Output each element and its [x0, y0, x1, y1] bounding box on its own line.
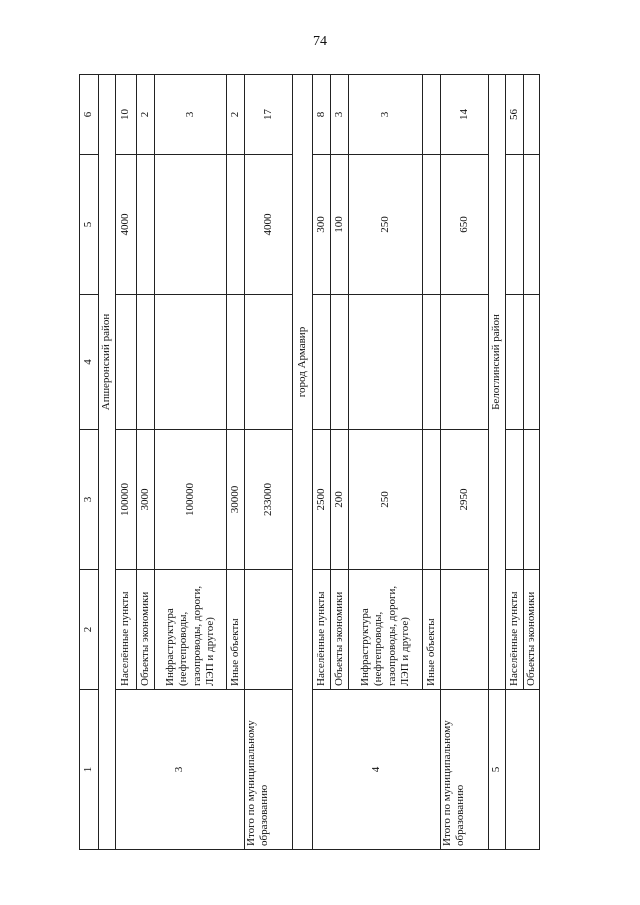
total-row	[441, 75, 489, 850]
value-cell: 250	[349, 430, 423, 570]
row-number: 4	[313, 690, 441, 850]
object-type: Объекты экономики	[137, 570, 155, 690]
row-number: 3	[116, 690, 245, 850]
header-cell: 2	[80, 570, 99, 690]
rotated-table-container	[79, 75, 537, 850]
total-row	[245, 75, 293, 850]
value-cell	[524, 155, 540, 295]
empty-cell	[155, 295, 227, 430]
header-cell: 3	[80, 430, 99, 570]
total-label: Итого по муниципальному образованию	[245, 690, 293, 850]
total-value: 2950	[441, 430, 489, 570]
value-cell: 300	[313, 155, 331, 295]
section-row	[99, 75, 116, 850]
value-cell	[423, 75, 441, 155]
value-cell: 2	[137, 75, 155, 155]
value-cell	[155, 155, 227, 295]
value-cell	[423, 155, 441, 295]
value-cell: 100000	[116, 430, 137, 570]
empty-cell	[116, 295, 137, 430]
table-row	[116, 75, 137, 850]
empty-cell	[137, 295, 155, 430]
value-cell	[227, 155, 245, 295]
empty-cell	[506, 295, 524, 430]
region-title: город Армавир	[293, 295, 313, 430]
table-row	[506, 75, 524, 850]
empty-cell	[524, 295, 540, 430]
empty-cell	[441, 570, 489, 690]
empty-cell	[227, 295, 245, 430]
value-cell	[423, 430, 441, 570]
empty-cell	[313, 295, 331, 430]
empty-cell	[245, 295, 293, 430]
value-cell	[137, 155, 155, 295]
total-value: 17	[245, 75, 293, 155]
value-cell	[524, 75, 540, 155]
object-type: Объекты экономики	[524, 570, 540, 690]
value-cell: 3	[331, 75, 349, 155]
value-cell: 2	[227, 75, 245, 155]
value-cell: 100	[331, 155, 349, 295]
header-cell: 6	[80, 75, 99, 155]
empty-cell	[349, 295, 423, 430]
object-type: Иные объекты	[227, 570, 245, 690]
header-cell: 5	[80, 155, 99, 295]
page-number: 74	[313, 34, 327, 49]
empty-cell	[331, 295, 349, 430]
value-cell: 200	[331, 430, 349, 570]
value-cell	[506, 155, 524, 295]
object-type: Объекты экономики	[331, 570, 349, 690]
value-cell: 2500	[313, 430, 331, 570]
total-label: Итого по муниципальному образованию	[441, 690, 489, 850]
total-value: 14	[441, 75, 489, 155]
header-cell: 1	[80, 690, 99, 850]
value-cell: 3	[349, 75, 423, 155]
object-type: Населённые пункты	[313, 570, 331, 690]
header-cell: 4	[80, 295, 99, 430]
section-row	[489, 75, 506, 850]
value-cell: 3	[155, 75, 227, 155]
empty-cell	[506, 690, 540, 850]
value-cell: 10	[116, 75, 137, 155]
value-cell: 4000	[116, 155, 137, 295]
total-value: 650	[441, 155, 489, 295]
value-cell: 56	[506, 75, 524, 155]
section-row	[293, 75, 313, 850]
value-cell: 3000	[137, 430, 155, 570]
table-row	[313, 75, 331, 850]
region-title: Белоглинский район	[489, 295, 506, 430]
total-value: 4000	[245, 155, 293, 295]
value-cell: 30000	[227, 430, 245, 570]
row-number: 5	[489, 690, 506, 850]
object-type: Инфраструктура (нефтепроводы, газопроводы, дороги, ЛЭП и другое)	[349, 570, 423, 690]
empty-cell	[423, 295, 441, 430]
header-row	[80, 75, 99, 850]
object-type: Инфраструктура (нефтепроводы, газопроводы, дороги, ЛЭП и другое)	[155, 570, 227, 690]
value-cell: 8	[313, 75, 331, 155]
total-value: 233000	[245, 430, 293, 570]
empty-cell	[441, 295, 489, 430]
value-cell: 250	[349, 155, 423, 295]
value-cell	[506, 430, 524, 570]
object-type: Населённые пункты	[116, 570, 137, 690]
data-table	[79, 74, 540, 850]
value-cell: 100000	[155, 430, 227, 570]
object-type: Иные объекты	[423, 570, 441, 690]
empty-cell	[245, 570, 293, 690]
value-cell	[524, 430, 540, 570]
region-title: Апшеронский район	[99, 295, 116, 430]
object-type: Населённые пункты	[506, 570, 524, 690]
